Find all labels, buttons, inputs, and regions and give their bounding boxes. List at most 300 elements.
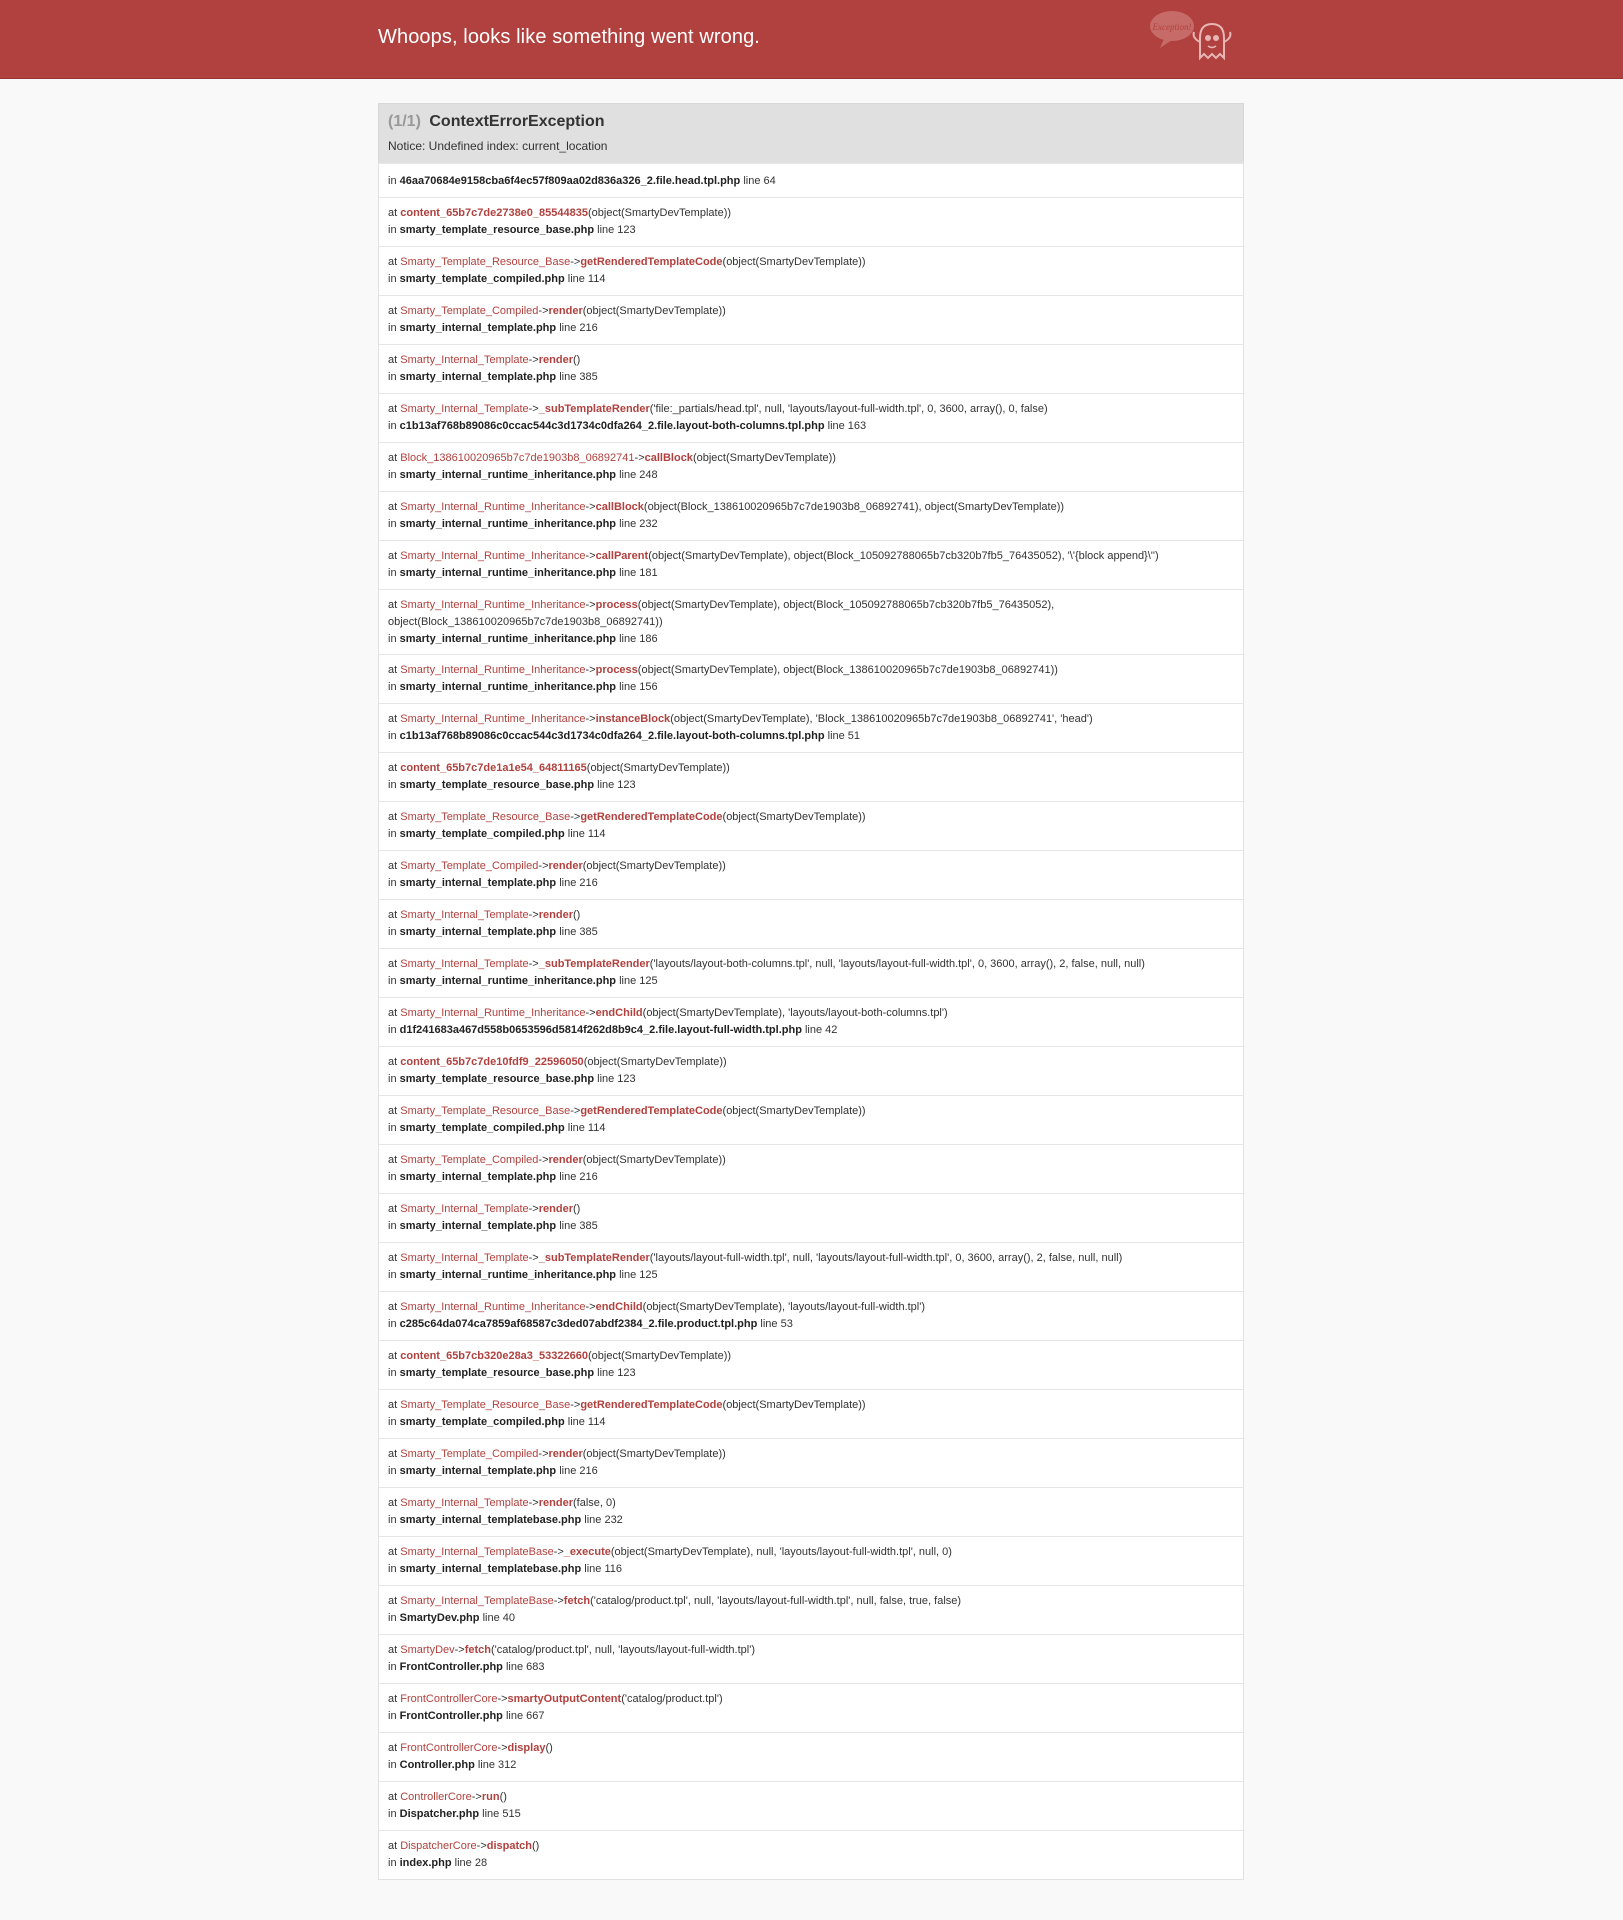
frame-class: DispatcherCore [400, 1840, 477, 1852]
frame-class: Smarty_Internal_Runtime_Inheritance [400, 1007, 586, 1019]
frame-file: smarty_internal_runtime_inheritance.php [399, 633, 617, 645]
frame-line: line 114 [567, 1122, 606, 1134]
frame-function: fetch [464, 1644, 492, 1656]
frame-function: instanceBlock [595, 713, 671, 725]
frame-function: content_65b7cb320e28a3_53322660 [400, 1350, 588, 1362]
frame-file: smarty_internal_template.php [399, 877, 557, 889]
frame-args: ('layouts/layout-full-width.tpl', null, 'layouts/layout-full-width.tpl', 0, 3600, array(), 2, false, null, null) [649, 1252, 1123, 1264]
frame-file: smarty_internal_template.php [399, 322, 557, 334]
frame-file: c1b13af768b89086c0ccac544c3d1734c0dfa264_2.file.layout-both-columns.tpl.php [399, 730, 825, 742]
frame-class: Smarty_Internal_Template [400, 354, 529, 366]
frame-location [388, 973, 1234, 990]
frame-arrow: -> [585, 550, 596, 562]
frame-function: display [507, 1742, 546, 1754]
frame-file: Dispatcher.php [399, 1808, 480, 1820]
in-label: in [388, 730, 400, 742]
in-label: in [388, 1563, 400, 1575]
trace-frame [379, 491, 1243, 540]
frame-file: smarty_internal_templatebase.php [399, 1563, 582, 1575]
in-label: in [388, 975, 400, 987]
in-label: in [388, 420, 400, 432]
frame-args: ('file:_partials/head.tpl', null, 'layouts/layout-full-width.tpl', 0, 3600, array(), 0, false) [649, 403, 1048, 415]
in-label: in [388, 322, 400, 334]
in-label: in [388, 1073, 400, 1085]
frame-args: ('layouts/layout-both-columns.tpl', null, 'layouts/layout-full-width.tpl', 0, 3600, array(), 2, false, null, null) [649, 958, 1145, 970]
frame-args: (object(SmartyDevTemplate), 'Block_138610020965b7c7de1903b8_06892741', 'head') [670, 713, 1093, 725]
frame-class: Smarty_Template_Compiled [400, 1154, 539, 1166]
frame-location [388, 271, 1234, 288]
frame-location [388, 565, 1234, 582]
frame-function: render [538, 354, 573, 366]
frame-arrow: -> [585, 599, 596, 611]
frame-line: line 683 [505, 1661, 545, 1673]
in-label: in [388, 828, 400, 840]
in-label: in [388, 371, 400, 383]
frame-call [388, 401, 1234, 418]
frame-call [388, 499, 1234, 516]
in-label: in [388, 1710, 400, 1722]
at-label: at [388, 1154, 401, 1166]
trace-frame [379, 246, 1243, 295]
frame-args: () [572, 1203, 581, 1215]
at-label: at [388, 256, 401, 268]
frame-args: (object(SmartyDevTemplate), 'layouts/layout-both-columns.tpl') [642, 1007, 948, 1019]
frame-class: Smarty_Template_Resource_Base [400, 1105, 571, 1117]
frame-line: line 163 [827, 420, 867, 432]
frame-call [388, 662, 1234, 679]
in-label: in [388, 1269, 400, 1281]
frame-location [388, 1708, 1234, 1725]
frame-line: line 116 [584, 1563, 622, 1575]
frame-file: smarty_template_compiled.php [399, 828, 565, 840]
in-label: in [388, 1416, 400, 1428]
frame-location [388, 1414, 1234, 1431]
at-label: at [388, 1644, 401, 1656]
at-label: at [388, 909, 401, 921]
frame-file: FrontController.php [399, 1661, 503, 1673]
frame-args: (object(SmartyDevTemplate)) [722, 1105, 866, 1117]
frame-args: () [572, 354, 581, 366]
frame-class: Smarty_Template_Resource_Base [400, 1399, 571, 1411]
frame-file: index.php [399, 1857, 452, 1869]
frame-call [388, 1691, 1234, 1708]
at-label: at [388, 550, 401, 562]
frame-location [388, 1071, 1234, 1088]
frame-call [388, 1348, 1234, 1365]
frame-file: smarty_internal_template.php [399, 371, 557, 383]
frame-class: Smarty_Internal_Template [400, 909, 529, 921]
frame-line: line 125 [619, 975, 658, 987]
at-label: at [388, 1742, 401, 1754]
at-label: at [388, 1399, 401, 1411]
in-label: in [388, 273, 400, 285]
exception-message: Notice: Undefined index: current_location [388, 139, 608, 153]
frame-class: FrontControllerCore [400, 1742, 498, 1754]
logo-text: Exception! [1152, 22, 1192, 32]
frame-function: callParent [595, 550, 649, 562]
frame-file: smarty_internal_template.php [399, 1171, 557, 1183]
frame-function: render [538, 909, 573, 921]
stack-trace [378, 162, 1244, 1880]
trace-frame [379, 654, 1243, 703]
frame-class: Smarty_Template_Resource_Base [400, 811, 571, 823]
frame-arrow: -> [497, 1693, 508, 1705]
trace-frame [379, 295, 1243, 344]
at-label: at [388, 1497, 401, 1509]
frame-args: (object(SmartyDevTemplate), object(Block_105092788065b7cb320b7fb5_76435052), object(Block_138610020965b7c7de1903b8_06892741)) [388, 599, 1055, 628]
exception-counter: (1/1) [388, 113, 421, 130]
frame-function: content_65b7c7de1a1e54_64811165 [400, 762, 587, 774]
frame-call [388, 1544, 1234, 1561]
frame-class: Smarty_Internal_Template [400, 1203, 529, 1215]
frame-file: smarty_internal_runtime_inheritance.php [399, 975, 617, 987]
frame-function: render [548, 1448, 583, 1460]
frame-location [388, 1365, 1234, 1382]
in-label: in [388, 1318, 400, 1330]
frame-call [388, 1838, 1234, 1855]
trace-line: line 64 [743, 175, 776, 187]
frame-call [388, 711, 1234, 728]
frame-arrow: -> [585, 664, 596, 676]
frame-arrow: -> [528, 1252, 539, 1264]
frame-location [388, 777, 1234, 794]
frame-class: Smarty_Internal_Runtime_Inheritance [400, 713, 586, 725]
frame-function: _subTemplateRender [538, 403, 650, 415]
frame-args: ('catalog/product.tpl', null, 'layouts/layout-full-width.tpl') [491, 1644, 755, 1656]
at-label: at [388, 452, 401, 464]
frame-call [388, 205, 1234, 222]
frame-class: Smarty_Internal_TemplateBase [400, 1546, 554, 1558]
frame-line: line 28 [454, 1857, 488, 1869]
frame-location [388, 1463, 1234, 1480]
at-label: at [388, 860, 401, 872]
frame-line: line 51 [827, 730, 861, 742]
frame-arrow: -> [634, 452, 645, 464]
frame-arrow: -> [585, 713, 596, 725]
frame-function: callBlock [644, 452, 693, 464]
frame-args: (object(SmartyDevTemplate)) [722, 811, 866, 823]
frame-location [388, 1120, 1234, 1137]
trace-frame [379, 948, 1243, 997]
frame-arrow: -> [454, 1644, 465, 1656]
frame-arrow: -> [585, 1301, 596, 1313]
frame-file: smarty_internal_runtime_inheritance.php [399, 518, 617, 530]
frame-call [388, 1593, 1234, 1610]
in-label: in [388, 1465, 400, 1477]
trace-frame [379, 1781, 1243, 1830]
trace-frame [379, 393, 1243, 442]
frame-call [388, 1446, 1234, 1463]
trace-frame [379, 1487, 1243, 1536]
frame-arrow: -> [585, 501, 596, 513]
frame-function: callBlock [595, 501, 644, 513]
frame-arrow: -> [528, 958, 539, 970]
in-label: in [388, 926, 400, 938]
frame-call [388, 303, 1234, 320]
frame-class: Smarty_Internal_Runtime_Inheritance [400, 599, 586, 611]
frame-arrow: -> [528, 354, 539, 366]
frame-location [388, 826, 1234, 843]
trace-frame [379, 1340, 1243, 1389]
trace-frame [379, 752, 1243, 801]
page-title: Whoops, looks like something went wrong. [378, 26, 760, 48]
in-label: in [388, 1612, 400, 1624]
frame-location [388, 1169, 1234, 1186]
frame-location [388, 1267, 1234, 1284]
frame-arrow: -> [585, 1007, 596, 1019]
trace-frame [379, 589, 1243, 654]
frame-line: line 123 [597, 224, 636, 236]
frame-call [388, 907, 1234, 924]
frame-args: (object(SmartyDevTemplate)) [582, 305, 726, 317]
frame-file: SmartyDev.php [399, 1612, 480, 1624]
frame-class: Block_138610020965b7c7de1903b8_06892741 [400, 452, 635, 464]
frame-arrow: -> [528, 1203, 539, 1215]
frame-file: smarty_internal_runtime_inheritance.php [399, 567, 617, 579]
frame-class: Smarty_Internal_Template [400, 1497, 529, 1509]
frame-args: (false, 0) [572, 1497, 616, 1509]
in-label: in [388, 633, 400, 645]
frame-class: SmartyDev [400, 1644, 455, 1656]
trace-frame [379, 1585, 1243, 1634]
exception-title [388, 113, 605, 131]
at-label: at [388, 305, 401, 317]
frame-line: line 114 [567, 828, 606, 840]
frame-function: _subTemplateRender [538, 958, 650, 970]
frame-class: Smarty_Template_Resource_Base [400, 256, 571, 268]
frame-class: Smarty_Internal_Runtime_Inheritance [400, 550, 586, 562]
frame-args: (object(SmartyDevTemplate)) [583, 1056, 727, 1068]
frame-line: line 515 [482, 1808, 521, 1820]
frame-args: ('catalog/product.tpl') [621, 1693, 723, 1705]
at-label: at [388, 1203, 401, 1215]
frame-function: render [548, 860, 583, 872]
frame-function: run [481, 1791, 500, 1803]
frame-arrow: -> [528, 1497, 539, 1509]
at-label: at [388, 762, 401, 774]
frame-function: render [548, 1154, 583, 1166]
frame-args: (object(SmartyDevTemplate)) [586, 762, 730, 774]
trace-frame [379, 1193, 1243, 1242]
at-label: at [388, 501, 401, 513]
frame-function: getRenderedTemplateCode [580, 811, 723, 823]
frame-location [388, 369, 1234, 386]
frame-call [388, 352, 1234, 369]
trace-frame [379, 540, 1243, 589]
in-label: in [388, 1122, 400, 1134]
frame-line: line 385 [559, 371, 598, 383]
frame-arrow: -> [476, 1840, 487, 1852]
frame-function: getRenderedTemplateCode [580, 256, 723, 268]
frame-class: Smarty_Internal_Template [400, 403, 529, 415]
frame-class: Smarty_Internal_Runtime_Inheritance [400, 501, 586, 513]
frame-file: smarty_template_compiled.php [399, 1416, 565, 1428]
frame-line: line 248 [619, 469, 658, 481]
exception-header [378, 103, 1244, 162]
frame-location [388, 418, 1234, 435]
at-label: at [388, 1840, 401, 1852]
frame-args: (object(SmartyDevTemplate)) [722, 1399, 866, 1411]
frame-args: () [531, 1840, 540, 1852]
frame-call [388, 1397, 1234, 1414]
in-label: in [388, 1220, 400, 1232]
frame-line: line 216 [559, 1171, 598, 1183]
trace-frame [379, 703, 1243, 752]
frame-call [388, 1299, 1234, 1316]
exception-ghost-logo [1148, 8, 1244, 70]
frame-file: smarty_template_resource_base.php [399, 1367, 595, 1379]
in-label: in [388, 681, 400, 693]
frame-line: line 312 [477, 1759, 517, 1771]
frame-call [388, 858, 1234, 875]
frame-args: () [572, 909, 581, 921]
frame-location [388, 631, 1234, 648]
frame-location [388, 1561, 1234, 1578]
exception-name: ContextErrorException [429, 113, 605, 130]
frame-line: line 123 [597, 1073, 636, 1085]
at-label: at [388, 1056, 401, 1068]
frame-line: line 216 [559, 1465, 598, 1477]
frame-arrow: -> [570, 811, 581, 823]
frame-call [388, 597, 1234, 631]
frame-line: line 667 [505, 1710, 545, 1722]
frame-line: line 216 [559, 322, 598, 334]
frame-arrow: -> [471, 1791, 482, 1803]
frame-call [388, 760, 1234, 777]
frame-class: Smarty_Internal_Template [400, 1252, 529, 1264]
frame-line: line 232 [619, 518, 658, 530]
frame-arrow: -> [570, 1105, 581, 1117]
at-label: at [388, 958, 401, 970]
trace-frame [379, 1536, 1243, 1585]
frame-line: line 385 [559, 926, 598, 938]
frame-file: Controller.php [399, 1759, 475, 1771]
frame-line: line 216 [559, 877, 598, 889]
trace-frame [379, 801, 1243, 850]
frame-location [388, 1757, 1234, 1774]
frame-arrow: -> [553, 1546, 564, 1558]
trace-frame [379, 1046, 1243, 1095]
frame-call [388, 1740, 1234, 1757]
frame-args: (object(SmartyDevTemplate)) [582, 860, 726, 872]
frame-file: smarty_template_resource_base.php [399, 224, 595, 236]
frame-function: content_65b7c7de10fdf9_22596050 [400, 1056, 584, 1068]
frame-arrow: -> [538, 305, 549, 317]
frame-arrow: -> [497, 1742, 508, 1754]
trace-frame [379, 1291, 1243, 1340]
frame-args: ('catalog/product.tpl', null, 'layouts/layout-full-width.tpl', null, false, true, false) [590, 1595, 962, 1607]
frame-call [388, 1201, 1234, 1218]
at-label: at [388, 664, 401, 676]
frame-location [388, 1316, 1234, 1333]
trace-frame [379, 850, 1243, 899]
frame-class: FrontControllerCore [400, 1693, 498, 1705]
frame-location [388, 1512, 1234, 1529]
frame-file: smarty_template_resource_base.php [399, 779, 595, 791]
frame-location [388, 516, 1234, 533]
frame-location [388, 875, 1234, 892]
frame-location [388, 1806, 1234, 1823]
frame-call [388, 254, 1234, 271]
exception-container [378, 103, 1244, 1880]
frame-location [388, 1022, 1234, 1039]
trace-frame [379, 1144, 1243, 1193]
trace-frame [379, 899, 1243, 948]
frame-file: smarty_internal_template.php [399, 1220, 557, 1232]
trace-frame [379, 1095, 1243, 1144]
frame-line: line 385 [559, 1220, 598, 1232]
frame-location [388, 1855, 1234, 1872]
frame-line: line 232 [584, 1514, 623, 1526]
frame-file: smarty_internal_templatebase.php [399, 1514, 582, 1526]
in-label: in [388, 877, 400, 889]
in-label: in [388, 469, 400, 481]
frame-function: dispatch [486, 1840, 532, 1852]
frame-function: render [538, 1497, 573, 1509]
frame-line: line 42 [804, 1024, 838, 1036]
frame-location [388, 924, 1234, 941]
at-label: at [388, 1693, 401, 1705]
frame-call [388, 548, 1234, 565]
trace-frame [379, 1683, 1243, 1732]
error-header [0, 0, 1623, 79]
in-label: in [388, 1514, 400, 1526]
trace-frame [379, 1732, 1243, 1781]
frame-function: process [595, 664, 638, 676]
at-label: at [388, 1595, 401, 1607]
in-label: in [388, 1759, 400, 1771]
frame-args: (object(SmartyDevTemplate), object(Block_138610020965b7c7de1903b8_06892741)) [637, 664, 1058, 676]
at-label: at [388, 1448, 401, 1460]
frame-function: endChild [595, 1301, 643, 1313]
trace-frame [379, 344, 1243, 393]
frame-line: line 156 [619, 681, 658, 693]
frame-file: smarty_template_compiled.php [399, 273, 565, 285]
at-label: at [388, 1252, 401, 1264]
frame-args: (object(SmartyDevTemplate)) [692, 452, 836, 464]
frame-args: (object(SmartyDevTemplate), object(Block_105092788065b7cb320b7fb5_76435052), '\'{block append}\'') [648, 550, 1159, 562]
frame-args: (object(SmartyDevTemplate)) [582, 1448, 726, 1460]
in-label: in [388, 175, 397, 187]
frame-location [388, 679, 1234, 696]
frame-file: smarty_internal_runtime_inheritance.php [399, 1269, 617, 1281]
frame-line: line 186 [619, 633, 658, 645]
frame-call [388, 1005, 1234, 1022]
trace-frame [379, 442, 1243, 491]
frame-line: line 53 [760, 1318, 793, 1330]
frame-arrow: -> [553, 1595, 564, 1607]
frame-args: (object(SmartyDevTemplate), 'layouts/layout-full-width.tpl') [642, 1301, 926, 1313]
frame-line: line 40 [482, 1612, 515, 1624]
frame-args: () [499, 1791, 507, 1803]
frame-function: process [595, 599, 638, 611]
frame-class: Smarty_Template_Compiled [400, 305, 539, 317]
frame-function: _subTemplateRender [538, 1252, 650, 1264]
at-label: at [388, 1350, 401, 1362]
frame-args: (object(SmartyDevTemplate), null, 'layouts/layout-full-width.tpl', null, 0) [610, 1546, 952, 1558]
trace-frame [379, 1438, 1243, 1487]
frame-file: smarty_internal_template.php [399, 926, 557, 938]
frame-file: d1f241683a467d558b0653596d5814f262d8b9c4_2.file.layout-full-width.tpl.php [399, 1024, 802, 1036]
frame-location [388, 728, 1234, 745]
frame-args: (object(SmartyDevTemplate)) [587, 1350, 732, 1362]
in-label: in [388, 224, 400, 236]
frame-location [388, 320, 1234, 337]
frame-arrow: -> [528, 909, 539, 921]
frame-location [388, 1218, 1234, 1235]
frame-line: line 125 [619, 1269, 658, 1281]
frame-function: _execute [563, 1546, 611, 1558]
